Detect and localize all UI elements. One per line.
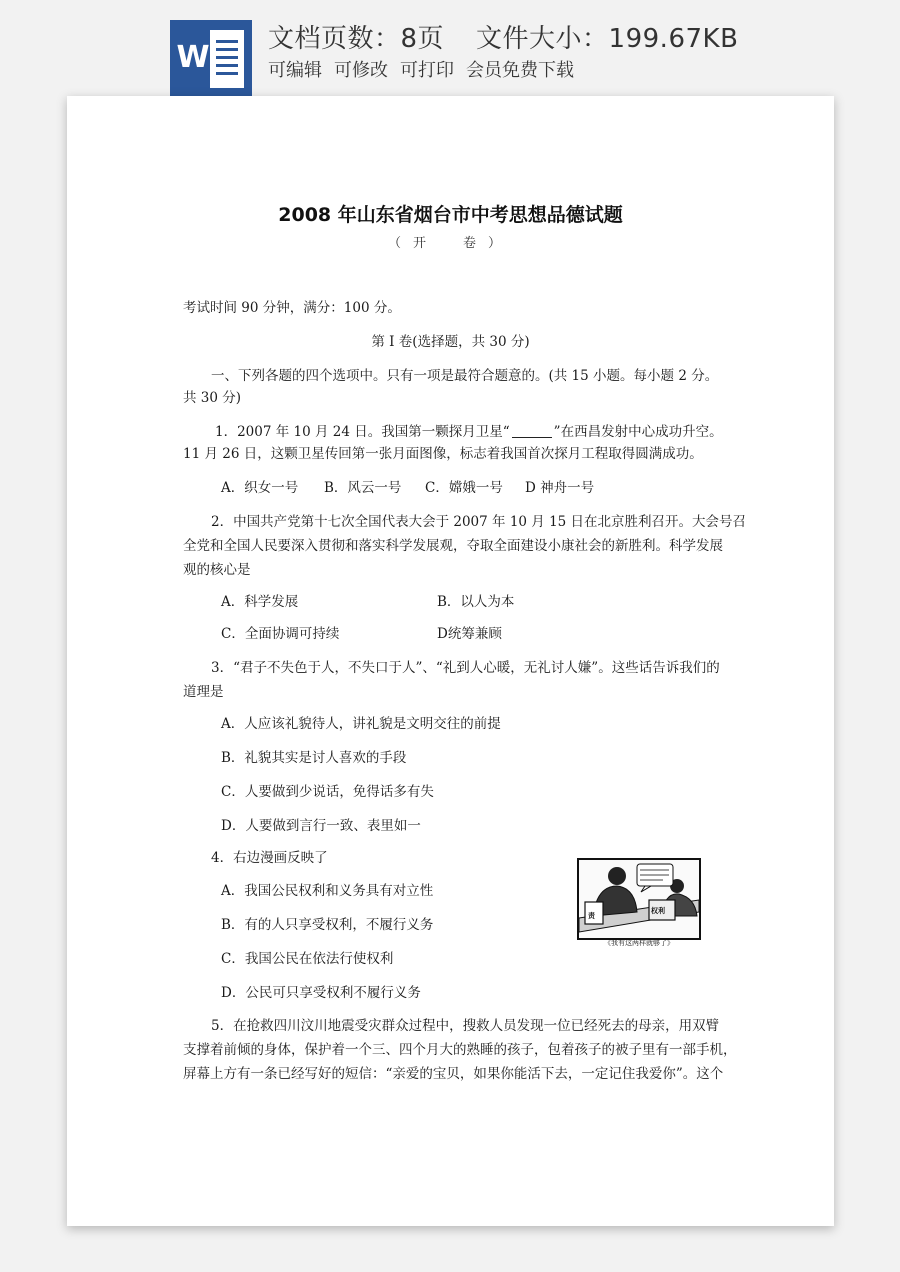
option: B．有的人只享受权利，不履行义务 xyxy=(221,917,434,933)
option: A．织女一号 xyxy=(221,480,299,496)
option: C．人要做到少说话，免得话多有失 xyxy=(221,784,434,800)
question-2-line: 2．中国共产党第十七次全国代表大会于 2007 年 10 月 15 日在北京胜利召开。大会号召 xyxy=(211,514,747,530)
option: C．我国公民在依法行使权利 xyxy=(221,951,394,967)
feature-modifiable: 可修改 xyxy=(334,60,388,81)
question-1-line: 11 月 26 日，这颗卫星传回第一张月面图像，标志着我国首次探月工程取得圆满成功。 xyxy=(183,446,703,462)
question-2-line: 观的核心是 xyxy=(183,562,251,578)
question-text: ”在西昌发射中心成功升空。 xyxy=(553,424,723,440)
document-info-banner xyxy=(0,0,900,96)
option: C．全面协调可持续 xyxy=(221,626,340,642)
feature-member-download[interactable]: 会员免费下载 xyxy=(466,60,574,81)
question-4-stem: 4．右边漫画反映了 xyxy=(211,850,328,866)
option: D 神舟一号 xyxy=(525,480,595,496)
question-5-line: 支撑着前倾的身体，保护着一个三、四个月大的熟睡的孩子，包着孩子的被子里有一部手机， xyxy=(183,1042,737,1058)
question-5-line: 5．在抢救四川汶川地震受灾群众过程中，搜救人员发现一位已经死去的母亲，用双臂 xyxy=(211,1018,720,1034)
option: D统筹兼顾 xyxy=(437,626,502,642)
cartoon-drawing xyxy=(579,860,699,938)
document-page xyxy=(67,96,834,1226)
question-3-line: 3．“君子不失色于人，不失口于人”、“礼到人心暖，无礼讨人嫌”。这些话告诉我们的 xyxy=(211,660,720,676)
file-size: 文件大小：199.67KB xyxy=(476,24,739,54)
question-5-line: 屏幕上方有一条已经写好的短信：“亲爱的宝贝，如果你能活下去，一定记住我爱你”。这个 xyxy=(183,1066,724,1082)
option: A．科学发展 xyxy=(221,594,299,610)
option: B．以人为本 xyxy=(437,594,515,610)
word-icon xyxy=(170,20,252,96)
word-doc-shape xyxy=(210,30,244,88)
option: B．礼貌其实是讨人喜欢的手段 xyxy=(221,750,407,766)
rights-label: 权利 xyxy=(651,907,665,915)
question-1-stem xyxy=(215,422,723,442)
instruction-line: 一、下列各题的四个选项中。只有一项是最符合题意的。(共 15 小题。每小题 2 分。 xyxy=(211,368,719,384)
cartoon-frame xyxy=(577,858,701,940)
feature-printable: 可打印 xyxy=(400,60,454,81)
option: B．风云一号 xyxy=(324,480,402,496)
instruction-line: 共 30 分) xyxy=(183,390,242,406)
question-3-line: 道理是 xyxy=(183,684,224,700)
option: C．嫦娥一号 xyxy=(425,480,503,496)
cartoon-caption: 《我有这两样就够了》 xyxy=(604,939,674,947)
document-title: 2008 年山东省烟台市中考思想品德试题 xyxy=(278,204,623,226)
page-count: 文档页数：8页 xyxy=(268,24,445,54)
section-title: 第 I 卷(选择题，共 30 分) xyxy=(371,334,530,350)
option: D．人要做到言行一致、表里如一 xyxy=(221,818,421,834)
question-text: 1．2007 年 10 月 24 日。我国第一颗探月卫星“ xyxy=(215,424,510,440)
option: A．我国公民权利和义务具有对立性 xyxy=(221,883,434,899)
option: A．人应该礼貌待人，讲礼貌是文明交往的前提 xyxy=(221,716,501,732)
file-stats xyxy=(268,18,738,55)
document-subtitle: （开 卷） xyxy=(387,236,513,251)
answer-blank xyxy=(512,423,552,438)
feature-list xyxy=(268,56,574,82)
cartoon-illustration xyxy=(574,856,704,951)
question-2-line: 全党和全国人民要深入贯彻和落实科学发展观，夺取全面建设小康社会的新胜利。科学发展 xyxy=(183,538,723,554)
feature-editable: 可编辑 xyxy=(268,60,322,81)
option: D．公民可只享受权利不履行义务 xyxy=(221,985,421,1001)
duty-label: 责 xyxy=(588,912,595,920)
word-letter: W xyxy=(176,40,210,75)
exam-info: 考试时间 90 分钟，满分：100 分。 xyxy=(183,300,401,316)
